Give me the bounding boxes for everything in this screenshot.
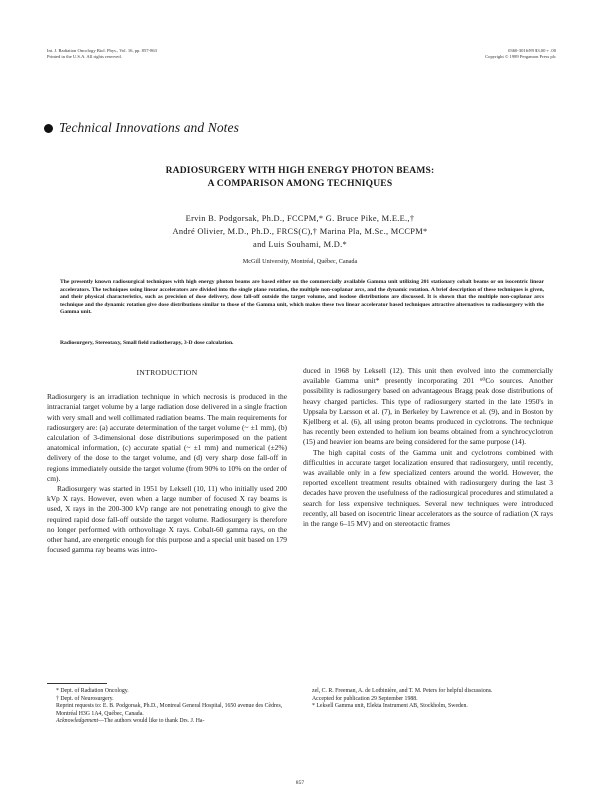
intro-paragraph-1: Radiosurgery is an irradiation technique in which necrosis is produced in the intracranial target volume by a large radiation dose delivered in a single fraction with very small and well collimated radiation beams. The main requirements for radiosurgery are: (a) accurate determination of the target volume (~ ±1 mm), (b) calculation of 3-dimensional dose distributions superimposed on the patient anatomical information, (c) accurate spatial (~ ±1 mm) and numerical (±2%) delivery of the dose to the target volume, and (d) very sharp dose fall-off in regions immediately outside the target volume (from 90% to 10% on the order of cm). — [47, 392, 287, 483]
footnotes-right — [312, 688, 552, 711]
page-number: 857 — [295, 780, 305, 786]
footnote-divider — [47, 683, 107, 684]
intro-paragraph-2: Radiosurgery was started in 1951 by Leksell (10, 11) who initially used 200 kVp X rays. However, even when a large number of focused X ray beams is used, X rays in the 200-300 kVp range are not penetrating enough to give the required rapid dose fall-off outside the target volume. Radiosurgery is therefore no longer performed with orthovoltage X rays. Cobalt-60 gamma rays, on the other hand, are energetic enough for this purpose and a special unit based on 179 focused gamma ray beams was intro- — [47, 484, 287, 555]
title-line-2: A COMPARISON AMONG TECHNIQUES — [207, 179, 393, 189]
authors-line-1: Ervin B. Podgorsak, Ph.D., FCCPM,* G. Bruce Pike, M.E.E.,† — [185, 214, 415, 223]
printed-in-note: Printed in the U.S.A. All rights reserved. — [47, 54, 122, 59]
acknowledgement-text: —The authors would like to thank Drs. J. Ha- — [98, 718, 205, 725]
issn-price: 0360-3016/89 $3.00 + .00 — [508, 48, 556, 53]
intro-paragraph-3: duced in 1968 by Leksell (12). This unit then evolved into the commercially available Gamma unit* presently incorporating 201 ⁶⁰Co sources. Another possibility is radiosurgery based on advantageous Bragg peak dose distributions of heavy charged particles. This type of radiosurgery started in the late 1950's in Uppsala by Larsson et al. (7), in Berkeley by Lawrence et al. (9), and in Boston by Kjellberg et al. (6), all using proton beams produced in cyclotrons. The technique has recently been extended to helium ion beams obtained from a synchrocyclotron (15) and heavier ion beams are being considered for the same purpose (14). — [303, 366, 553, 447]
authors-line-2: André Olivier, M.D., Ph.D., FRCS(C),† Marina Pla, M.Sc., MCCPM* — [172, 227, 428, 236]
journal-citation: Int. J. Radiation Oncology Biol. Phys., Vol. 16, pp. 857-863 — [47, 48, 157, 53]
footnote-acknowledgement — [56, 718, 288, 726]
right-column — [303, 366, 553, 529]
article-title — [0, 165, 600, 191]
footnote-gamma-unit: * Leksell Gamma unit, Elekta Instrument AB, Stockholm, Sweden. — [312, 703, 468, 710]
footnotes-left — [56, 688, 288, 726]
section-title: Technical Innovations and Notes — [59, 120, 239, 135]
copyright-line: Copyright © 1989 Pergamon Press plc — [485, 54, 556, 59]
abstract: The presently known radiosurgical techniques with high energy photon beams are based either on the commercially available Gamma unit utilizing 201 stationary cobalt beams or on isocentric linear accelerators. The techniques using linear accelerators are divided into the single plane rotation, the multiple non-coplanar arcs, and the dynamic rotation. A brief description of these techniques is given, and their physical characteristics, such as precision of dose delivery, dose fall-off outside the target volume, and isodose distributions are discussed. It is shown that the multiple non-coplanar arcs technique and the dynamic rotation give dose distributions similar to those of the Gamma unit, which makes these two linear accelerator based techniques attractive alternatives to radiosurgery with the Gamma unit. — [60, 279, 544, 315]
copyright-header — [485, 48, 556, 60]
bullet-icon — [44, 124, 53, 133]
introduction-heading: INTRODUCTION — [136, 368, 198, 377]
keywords: Radiosurgery, Stereotaxy, Small field radiotherapy, 3-D dose calculation. — [60, 340, 234, 346]
title-line-1: RADIOSURGERY WITH HIGH ENERGY PHOTON BEAMS: — [165, 166, 435, 176]
acknowledgement-label: Acknowledgement — [56, 718, 99, 725]
authors-line-3: and Luis Souhami, M.D.* — [253, 240, 347, 249]
section-heading — [44, 120, 239, 136]
intro-paragraph-4: The high capital costs of the Gamma unit and cyclotrons combined with difficulties in accurate target localization ensured that radiosurgery, until recently, was available only in a few specialized centers around the world. However, the reported excellent treatment results obtained with radiosurgery during the last 3 decades have proven the usefulness of the radiosurgical procedures and stimulated a search for less expensive techniques. Several new techniques were introduced recently, all based on isocentric linear accelerators as the source of radiation (X rays in the range 6–15 MV) and on stereotactic frames — [303, 447, 553, 529]
footnote-accepted-date: Accepted for publication 29 September 1988. — [312, 695, 418, 702]
left-column — [47, 368, 287, 555]
affiliation: McGill University, Montréal, Québec, Canada — [242, 258, 358, 265]
footnote-dept-radiation: * Dept. of Radiation Oncology. — [56, 688, 129, 694]
footnote-acknowledgement-cont: zel, C. R. Freeman, A. de Lotbinière, and T. M. Peters for helpful discussions. — [312, 688, 493, 694]
journal-header — [47, 48, 157, 60]
author-list — [0, 212, 600, 251]
footnote-dept-neurosurgery: † Dept. of Neurosurgery. — [56, 695, 114, 702]
footnote-reprint-requests: Reprint requests to: E. B. Podgorsak, Ph.D., Montreal General Hospital, 1650 avenue des Cèdres, Montréal H3G 1A4, Québec, Canada. — [56, 703, 283, 717]
